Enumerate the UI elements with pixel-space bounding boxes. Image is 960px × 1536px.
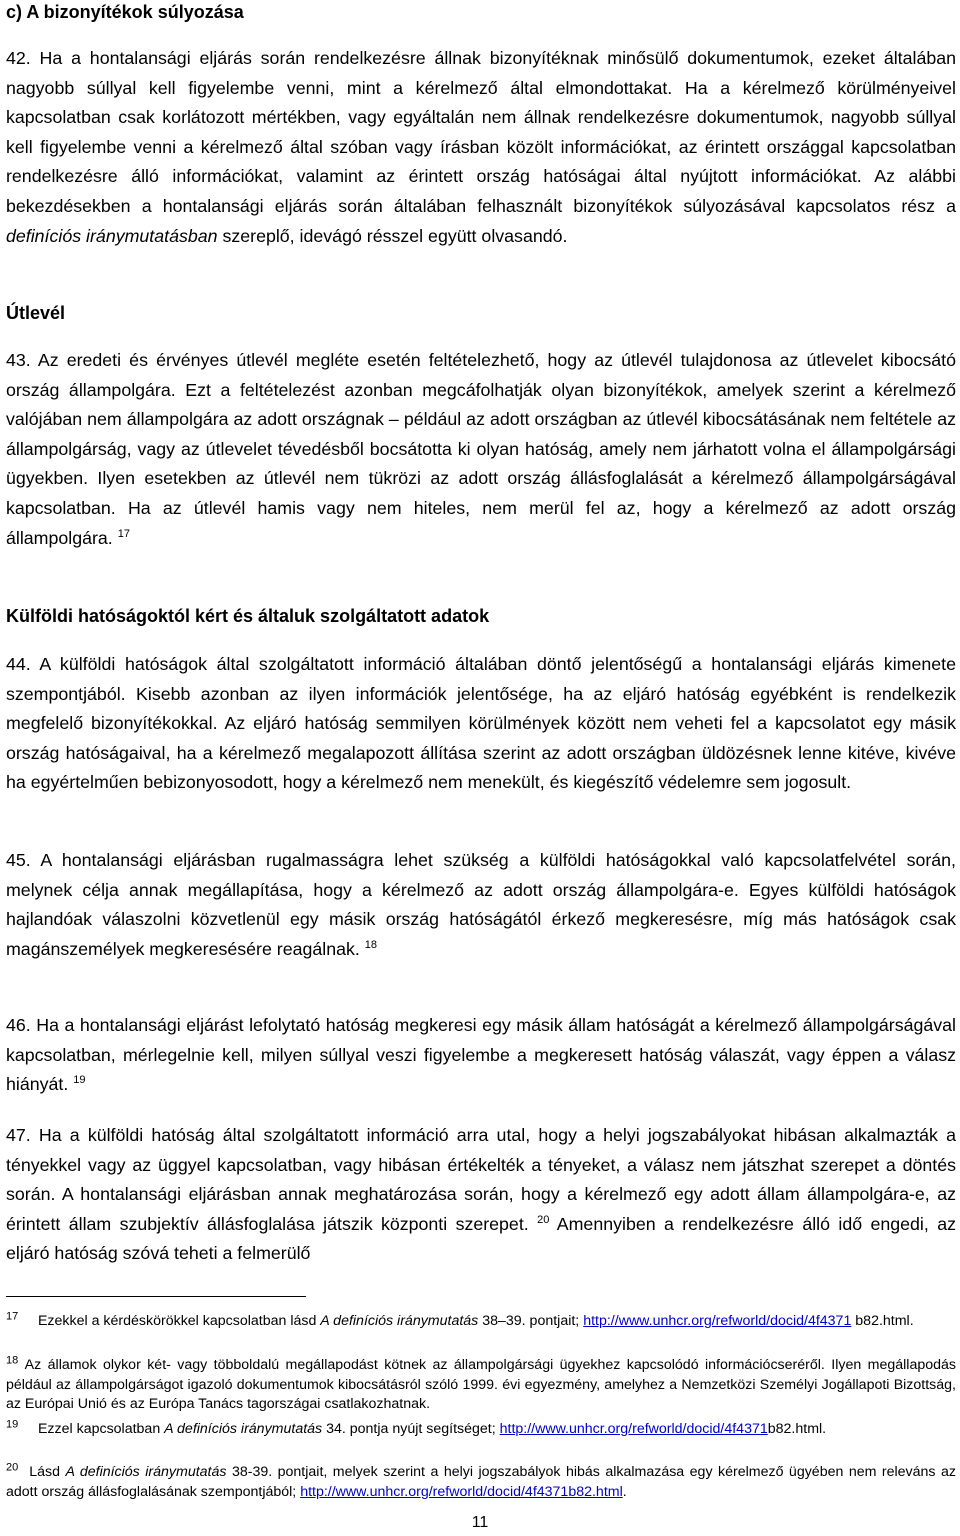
footnote-20-text-a: Lásd [29, 1464, 66, 1480]
footnote-19-emphasis: A definíciós iránymutatás [164, 1421, 323, 1437]
paragraph-47-text-b: Amennyiben a rendelkezésre álló idő engedi, az eljáró hatóság szóvá teheti a felmerülő [6, 1213, 956, 1264]
footnote-17-text-b: 38–39. pontjait; [478, 1313, 584, 1329]
footnote-19-link[interactable]: http://www.unhcr.org/refworld/docid/4f4371 [499, 1421, 768, 1437]
footnote-17-number: 17 [6, 1310, 19, 1323]
paragraph-46-text: 46. Ha a hontalansági eljárást lefolytató hatóság megkeresi egy másik állam hatóságát a kérelmező állampolgárságával kapcsolatban, mérlegelnie kell, milyen súllyal veszi figyelembe a megkeresett hatóság válaszát, vagy éppen a válasz hiányát. [6, 1015, 956, 1095]
paragraph-42 [6, 44, 956, 251]
paragraph-47-text-a: 47. Ha a külföldi hatóság által szolgáltatott információ arra utal, hogy a helyi jogszabályokat hibásan alkalmazták a tényekkel vagy az üggyel kapcsolatban, vagy hibásan értékelték a tényeket, a válasz nem játszhat szerepet a döntés során. A hontalansági eljárásban annak meghatározása során, hogy a kérelmező egy adott állam állampolgára-e, az érintett állam szubjektív állásfoglalása játszik központi szerepet. [6, 1125, 956, 1234]
section-heading-c: c) A bizonyítékok súlyozása [6, 2, 244, 22]
footnote-17-link[interactable]: http://www.unhcr.org/refworld/docid/4f4371 [583, 1313, 852, 1329]
footnote-18 [6, 1356, 956, 1415]
footnote-17 [6, 1312, 956, 1332]
section-heading-utlevel: Útlevél [6, 303, 66, 323]
paragraph-42-emphasis: definíciós iránymutatásban [6, 225, 218, 246]
footnote-20-number: 20 [6, 1461, 19, 1474]
page-number: 11 [471, 1514, 489, 1531]
footnote-17-text-c: b82.html. [851, 1313, 914, 1329]
paragraph-42-text-a: 42. Ha a hontalansági eljárás során rendelkezésre állnak bizonyítéknak minősülő dokumentumok, ezeket általában nagyobb súllyal kell figyelembe venni, mint a kérelmező által elmondottakat. Ha a kérelmező körülményeivel kapcsolatban csak korlátozott mértékben, vagy egyáltalán nem állnak rendelkezésre dokumentumok, nagyobb súllyal kell figyelembe venni a kérelmező által szóban vagy írásban közölt információkat, az érintett országgal kapcsolatban rendelkezésre álló információkat, valamint az érintett ország hatóságai által nyújtott információkat. Az alábbi bekezdésekben a hontalansági eljárás során általában felhasznált bizonyítékok súlyozásával kapcsolatos rész a [6, 48, 956, 216]
footnote-19-number: 19 [6, 1418, 19, 1431]
footnote-17-emphasis: A definíciós iránymutatás [320, 1313, 479, 1329]
footnote-18-number: 18 [6, 1354, 19, 1367]
paragraph-44-text: 44. A külföldi hatóságok által szolgáltatott információ általában döntő jelentőségű a hontalansági eljárás kimenete szempontjából. Kisebb azonban az ilyen információk jelentősége, ha az eljáró hatóság egyébként is rendelkezik megfelelő bizonyítékokkal. Az eljáró hatóság semmilyen körülmények között nem veheti fel a kapcsolatot egy másik ország hatóságaival, ha a kérelmező megalapozott állítása szerint az adott országban üldözésnek lenne kitéve, kivéve ha egyértelműen bebizonyosodott, hogy a kérelmező nem menekült, és kiegészítő védelemre sem jogosult. [6, 654, 956, 793]
footnote-ref-18[interactable]: 18 [364, 938, 378, 951]
paragraph-42-text-b: szereplő, idevágó résszel együtt olvasandó. [217, 225, 568, 246]
footnote-17-text-a: Ezekkel a kérdéskörökkel kapcsolatban lásd [37, 1313, 321, 1329]
paragraph-44 [6, 650, 956, 798]
paragraph-47 [6, 1121, 956, 1269]
footnote-ref-19[interactable]: 19 [73, 1074, 86, 1087]
footnote-20-emphasis: A definíciós iránymutatás [65, 1464, 227, 1480]
footnote-ref-17[interactable]: 17 [117, 527, 130, 540]
paragraph-45 [6, 846, 956, 964]
footnote-ref-20[interactable]: 20 [537, 1213, 550, 1226]
section-heading-kulfoldi: Külföldi hatóságoktól kért és általuk szolgáltatott adatok [6, 606, 490, 626]
footnote-19-text-a: Ezzel kapcsolatban [37, 1421, 165, 1437]
paragraph-46 [6, 1011, 956, 1100]
paragraph-43 [6, 346, 956, 553]
footnote-19-text-c: b82.html. [767, 1421, 827, 1437]
footnote-20-text-c: . [622, 1483, 627, 1500]
footnote-18-text: Az államok olykor két- vagy többoldalú megállapodást kötnek az állampolgársági ügyekhez kapcsolódó információcseréről. Ilyen megállapodás például az állampolgárságot igazoló dokumentumok kibocsátásról szóló 1999. évi egyezmény, amelyhez a Nemzetközi Személyi Jogállapoti Bizottság, az Európai Unió és az Európa Tanács tagországai csatlakozhatnak. [6, 1357, 956, 1412]
paragraph-43-text: 43. Az eredeti és érvényes útlevél megléte esetén feltételezhető, hogy az útlevél tulajdonosa az útlevelet kibocsátó ország állampolgára. Ezt a feltételezést azonban megcáfolhatják olyan bizonyítékok, amelyek szerint a kérelmező valójában nem állampolgára az adott országnak – például az adott országban az útlevél kibocsátásának nem feltétele az állampolgárság, vagy az útlevelet tévedésből bocsátotta ki olyan hatóság, amely nem járhatott volna el állampolgársági ügyekben. Ilyen esetekben az útlevél nem tükrözi az adott ország állásfoglalását a kérelmező állampolgárságával kapcsolatban. Ha az útlevél hamis vagy nem hiteles, nem merül fel az, hogy a kérelmező az adott ország állampolgára. [6, 350, 956, 548]
paragraph-45-text: 45. A hontalansági eljárásban rugalmasságra lehet szükség a külföldi hatóságokkal való kapcsolatfelvétel során, melynek célja annak megállapítása, hogy a kérelmező az adott ország állampolgára-e. Egyes külföldi hatóságok hajlandóak válaszolni közvetlenül egy másik ország hatóságától érkező megkeresésre, míg más hatóságok csak magánszemélyek megkeresésére reagálnak. [6, 850, 956, 959]
footnote-20 [6, 1463, 956, 1502]
footnote-19-text-b: 34. pontja nyújt segítséget; [322, 1421, 500, 1437]
footnote-19 [6, 1420, 956, 1440]
footnote-separator [6, 1296, 306, 1297]
footnote-20-text-b: 38-39. pontjait, melyek szerint a helyi jogszabályok hibás alkalmazása egy kérelmező ügyében nem releváns az adott ország állásfoglalásának szempontjából; [6, 1464, 956, 1500]
footnote-20-link[interactable]: http://www.unhcr.org/refworld/docid/4f4371b82.html [300, 1483, 623, 1500]
